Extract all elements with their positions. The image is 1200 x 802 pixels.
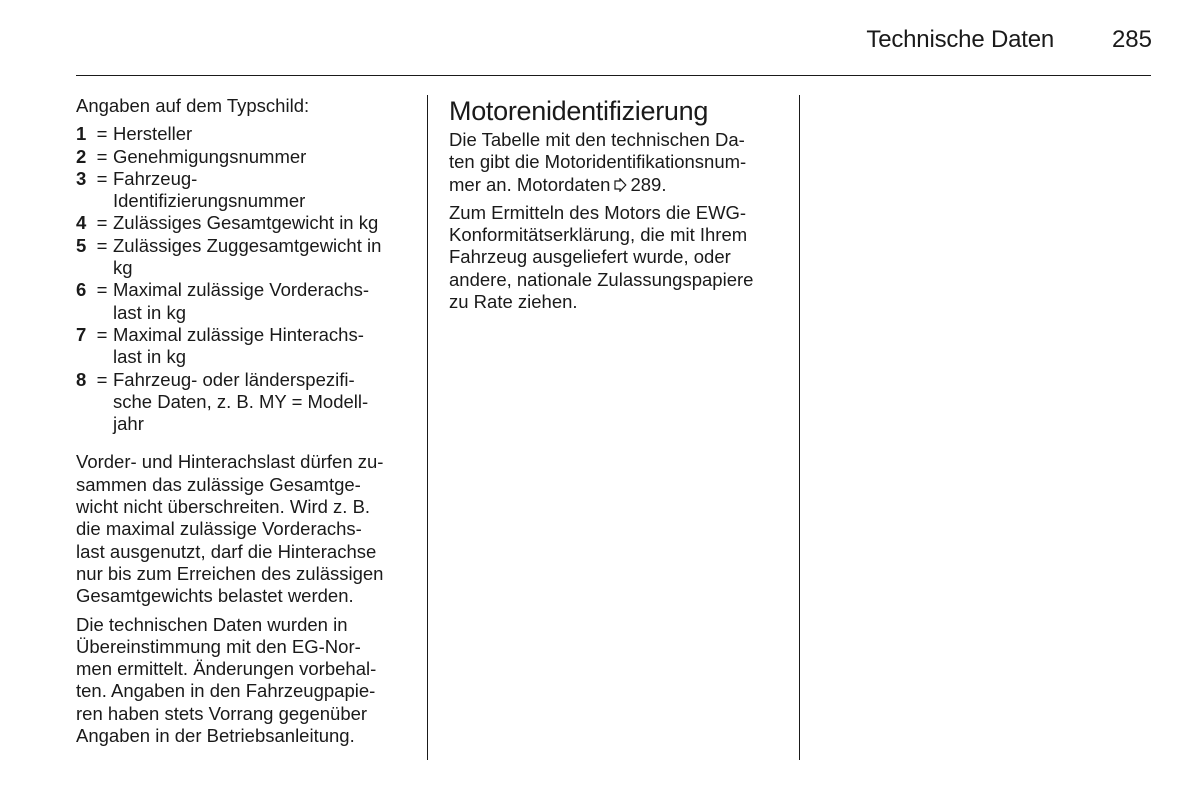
legend-line: last in kg <box>113 346 187 368</box>
section-header-title: Technische Daten <box>866 26 1054 53</box>
legend-equals: = <box>96 279 108 301</box>
text-line: zu Rate ziehen. <box>449 291 578 313</box>
arrow-reference-icon[interactable] <box>613 174 627 196</box>
legend-equals: = <box>96 234 108 256</box>
legend-number: 8 <box>76 368 87 390</box>
text-line: die maximal zulässige Vorderachs- <box>76 518 362 540</box>
text-line: mer an. Motordaten <box>449 173 611 195</box>
legend-item <box>76 235 411 280</box>
legend-line: Fahrzeug- <box>113 167 198 189</box>
typeplate-intro: Angaben auf dem Typschild: <box>76 95 310 116</box>
legend-item <box>76 324 411 369</box>
legend-line: Genehmigungsnummer <box>113 145 307 167</box>
text-line: Übereinstimmung mit den EG-Nor- <box>76 635 361 657</box>
legend-equals: = <box>96 145 108 167</box>
legend-item <box>76 279 411 324</box>
legend-item <box>76 212 411 234</box>
text-line: Zum Ermitteln des Motors die EWG- <box>449 201 747 223</box>
legend-text <box>113 123 411 145</box>
section-title: Motorenidentifizierung <box>449 96 709 126</box>
legend-text <box>113 146 411 168</box>
legend-line: jahr <box>113 413 144 435</box>
text-line: Fahrzeug ausgeliefert wurde, oder <box>449 246 731 268</box>
legend-line: Maximal zulässige Hinterachs- <box>113 323 364 345</box>
legend-number: 3 <box>76 167 87 189</box>
text-line: Die Tabelle mit den technischen Da- <box>449 129 745 150</box>
legend-equals: = <box>96 123 108 145</box>
legend-number: 2 <box>76 145 87 167</box>
page-number: 285 <box>1111 26 1152 53</box>
text-line: last ausgenutzt, darf die Hinterachse <box>76 540 377 562</box>
legend-equals: = <box>96 368 108 390</box>
column-divider <box>799 95 800 760</box>
legend-text <box>113 212 411 234</box>
left-column <box>76 95 411 753</box>
legend-line: last in kg <box>113 301 187 323</box>
eu-norms-paragraph <box>76 614 411 748</box>
legend-text <box>113 369 411 436</box>
legend-number: 7 <box>76 323 87 345</box>
text-line: Gesamtgewichts belastet werden. <box>76 585 354 607</box>
legend-text <box>113 235 411 280</box>
legend-line: Identifizierungsnummer <box>113 190 306 212</box>
legend-text <box>113 279 411 324</box>
text-line: Konformitätserklärung, die mit Ihrem <box>449 224 748 246</box>
legend-line: Maximal zulässige Vorderachs- <box>113 279 370 301</box>
column-divider <box>427 95 428 760</box>
text-line: ten gibt die Motoridentifikationsnum- <box>449 151 747 173</box>
legend-item <box>76 146 411 168</box>
legend-item <box>76 168 411 213</box>
legend-line: Zulässiges Zuggesamtgewicht in <box>113 234 382 256</box>
text-line: Die technischen Daten wurden in <box>76 613 348 635</box>
text-line: andere, nationale Zulassungspapiere <box>449 268 754 290</box>
legend-equals: = <box>96 212 108 234</box>
legend-number: 1 <box>76 123 87 145</box>
typeplate-legend <box>76 123 411 435</box>
legend-line: Fahrzeug- oder länderspezifi- <box>113 368 355 390</box>
text-line: Vorder- und Hinterachslast dürfen zu- <box>76 451 384 473</box>
legend-text <box>113 168 411 213</box>
text-line: ren haben stets Vorrang gegenüber <box>76 702 368 724</box>
text-line: ten. Angaben in den Fahrzeugpapie- <box>76 680 376 702</box>
text-line: wicht nicht überschreiten. Wird z. B. <box>76 496 371 518</box>
axle-load-paragraph <box>76 451 411 607</box>
legend-number: 4 <box>76 212 87 234</box>
middle-column <box>449 95 784 319</box>
legend-line: kg <box>113 257 133 279</box>
text-line: nur bis zum Erreichen des zulässigen <box>76 562 384 584</box>
legend-equals: = <box>96 323 108 345</box>
legend-equals: = <box>96 167 108 189</box>
text-line: men ermittelt. Änderungen vorbehal- <box>76 658 377 680</box>
header-divider <box>76 75 1151 76</box>
page-reference-link[interactable]: 289. <box>630 173 667 195</box>
ewg-paragraph <box>449 202 784 313</box>
text-line: sammen das zulässige Gesamtge- <box>76 473 361 495</box>
legend-item <box>76 123 411 145</box>
legend-number: 5 <box>76 234 87 256</box>
legend-item <box>76 369 411 436</box>
legend-number: 6 <box>76 279 87 301</box>
legend-line: Hersteller <box>113 123 193 145</box>
legend-line: Zulässiges Gesamtgewicht in kg <box>113 212 379 234</box>
legend-text <box>113 324 411 369</box>
legend-line: sche Daten, z. B. MY = Modell- <box>113 390 369 412</box>
engine-table-paragraph <box>449 129 784 196</box>
page-header <box>0 0 1200 80</box>
text-line: Angaben in der Betriebsanleitung. <box>76 725 355 747</box>
